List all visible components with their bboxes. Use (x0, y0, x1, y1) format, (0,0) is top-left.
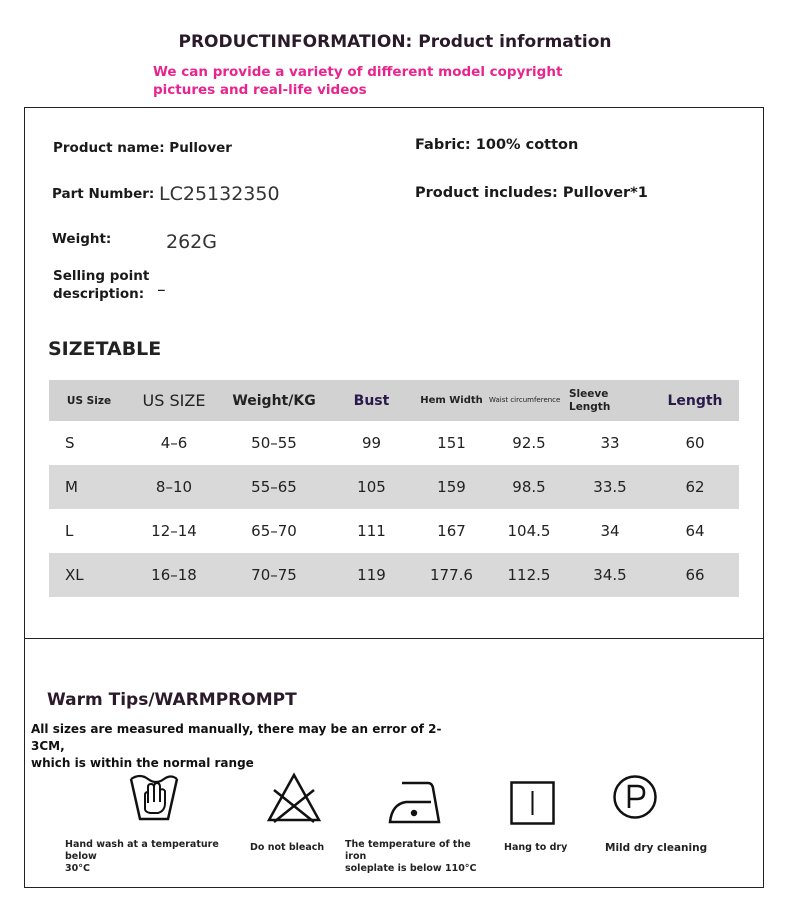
weight-value: 262G (166, 231, 217, 253)
fabric-info: Fabric: 100% cotton (415, 137, 579, 153)
size-cell: 16–18 (129, 553, 219, 597)
size-cell: 99 (361, 434, 382, 452)
part-number-label: Part Number: (52, 186, 155, 202)
col-us-size: US Size (49, 380, 129, 421)
part-number-value: LC25132350 (159, 183, 280, 205)
col-hem-width: Hem Width (414, 380, 489, 421)
product-name: Product name: Pullover (53, 140, 232, 156)
page-title: PRODUCTINFORMATION: Product information (178, 32, 612, 52)
copyright-note-line1: We can provide a variety of different model copyright (153, 64, 563, 80)
selling-point-value: _ (158, 276, 165, 292)
size-cell: 112.5 (489, 553, 569, 597)
size-cell: 12–14 (151, 522, 197, 540)
col-bust: Bust (329, 380, 414, 421)
size-cell: XL (49, 553, 129, 597)
size-cell: 65–70 (251, 522, 297, 540)
iron-icon (388, 780, 442, 826)
size-cell: 177.6 (414, 553, 489, 597)
col-us-size-range: US SIZE (129, 380, 219, 421)
hang-dry-icon (510, 781, 556, 825)
size-cell: 70–75 (219, 553, 329, 597)
hand-wash-icon (128, 773, 178, 823)
size-cell: 104.5 (507, 522, 551, 540)
size-cell: 50–55 (251, 434, 297, 452)
size-cell: 8–10 (129, 465, 219, 509)
col-sleeve: Sleeve Length (569, 380, 651, 421)
care-caption-hand-wash: Hand wash at a temperature below 30°C (65, 839, 219, 874)
size-cell: 62 (651, 465, 739, 509)
size-cell: M (49, 465, 129, 509)
selling-point-label-1: Selling point (53, 268, 150, 284)
size-cell: 34 (600, 522, 620, 540)
size-table-title: SIZETABLE (48, 338, 162, 360)
warm-tips-title: Warm Tips/WARMPROMPT (47, 690, 297, 710)
col-length: Length (651, 380, 739, 421)
col-waist: Waist circumference (489, 380, 569, 421)
care-caption-hang-dry: Hang to dry (504, 842, 568, 853)
size-cell: 55–65 (219, 465, 329, 509)
size-cell: L (65, 522, 74, 540)
measurement-note: All sizes are measured manually, there may be an error of 2-3CM, which is within the normal range (31, 722, 442, 770)
no-bleach-icon (266, 772, 322, 824)
size-cell: 151 (437, 434, 466, 452)
size-cell: 4–6 (160, 434, 188, 452)
care-caption-dry-clean: Mild dry cleaning (605, 842, 708, 854)
copyright-note-line2: pictures and real-life videos (153, 82, 367, 98)
size-cell: 167 (437, 522, 466, 540)
size-cell: 33.5 (569, 465, 651, 509)
size-cell: 119 (329, 553, 414, 597)
size-cell: 60 (685, 434, 705, 452)
size-cell: 92.5 (512, 434, 546, 452)
size-cell: 111 (357, 522, 386, 540)
size-row (49, 509, 739, 553)
size-cell: 34.5 (569, 553, 651, 597)
size-cell: 66 (651, 553, 739, 597)
size-row (49, 465, 739, 509)
care-caption-iron: The temperature of the iron soleplate is below 110°C (345, 839, 477, 874)
size-cell: 105 (329, 465, 414, 509)
size-cell: 33 (600, 434, 620, 452)
size-cell: S (65, 434, 75, 452)
size-cell: 98.5 (489, 465, 569, 509)
dry-clean-icon (612, 774, 658, 820)
size-row (49, 553, 739, 597)
size-row (49, 421, 739, 465)
weight-label: Weight: (52, 231, 112, 247)
selling-point-label-2: description: (53, 286, 145, 302)
size-table-header (49, 380, 739, 421)
size-cell: 159 (414, 465, 489, 509)
care-caption-no-bleach: Do not bleach (250, 842, 325, 853)
size-table (49, 380, 739, 597)
product-includes: Product includes: Pullover*1 (415, 185, 648, 201)
size-cell: 64 (685, 522, 705, 540)
col-weight: Weight/KG (219, 380, 329, 421)
